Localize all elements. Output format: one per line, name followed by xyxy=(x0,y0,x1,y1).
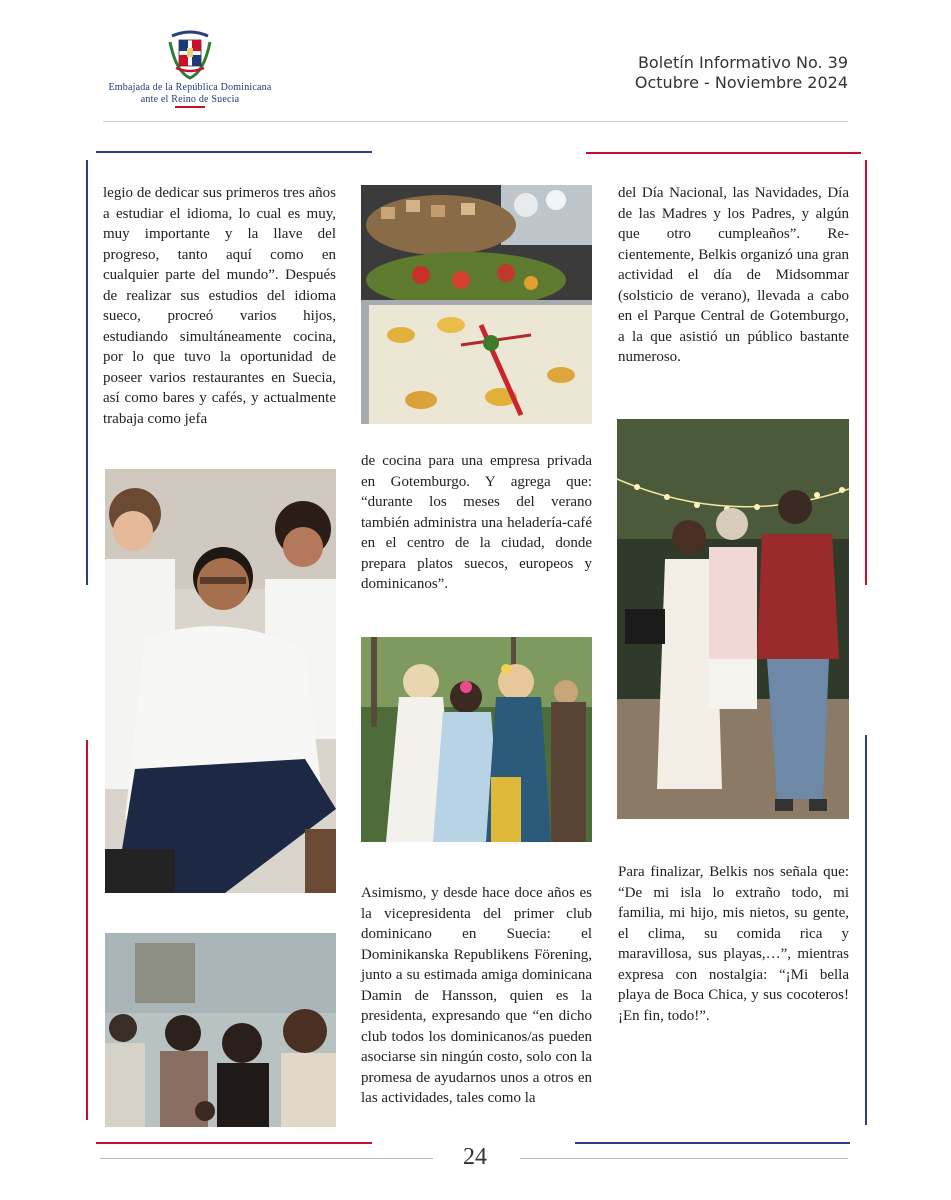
photo-park-group xyxy=(617,419,849,819)
photo-old-family xyxy=(105,933,336,1127)
coat-of-arms-icon xyxy=(166,28,214,80)
page-number: 24 xyxy=(463,1144,487,1170)
bulletin-period: Octubre - Noviembre 2024 xyxy=(634,73,848,92)
frame-line-top-right xyxy=(586,152,861,154)
embassy-name-line1: Embajada de la República Dominicana xyxy=(108,82,272,93)
bulletin-title: Boletín Informativo No. 39 xyxy=(637,53,848,72)
column-1-text: legio de dedicar sus primeros tres años a estudiar el idioma, lo cual es muy, muy importante y la llave del progreso, tanto aquí como en cualquier parte del mundo”. Después de realizar sus estudios del idioma sueco, procreó varios hijos, estudiando simultáneamente cocina, por lo que tuvo la oportunidad de poseer varios restaurantes en Suecia, así como bares y cafés, y actualmente trabaja como jefa xyxy=(103,185,336,427)
footer-rule-right xyxy=(520,1158,848,1159)
frame-line-left-lower xyxy=(86,740,88,1120)
footer-rule-left xyxy=(100,1158,433,1159)
frame-line-right-lower xyxy=(865,735,867,1125)
frame-line-bottom-left xyxy=(96,1142,372,1144)
photo-midsummer xyxy=(361,637,592,842)
photo-food xyxy=(361,185,592,424)
embassy-underline xyxy=(175,106,205,108)
frame-line-right-upper xyxy=(865,160,867,585)
column-2-text-b: Asimismo, y desde hace doce años es la vicepresidenta del primer club dominicano en Suecia: el Dominikanska Republikens Förening, junto a su estimada amiga dominicana Damin de Hansson, quien es la presidenta, expresando que “en dicho club todos los dominicanos/as pueden asociarse sin ningún costo, solo con la promesa de ayudarnos unos a otros en las actividades, tales como la xyxy=(361,885,592,1106)
column-2-text-a: de cocina para una empresa privada en Gotemburgo. Y agrega que: “durante los meses del verano también administra una heladería-café en el centro de la ciudad, donde prepara platos suecos, europeos y dominicanos”. xyxy=(361,453,592,592)
frame-line-left-upper xyxy=(86,160,88,585)
frame-line-top-left xyxy=(96,151,372,153)
column-3-text-a: del Día Nacional, las Navidades, Día de las Madres y los Padres, y algún que otro cumpleaños”. Recientemente, Belkis organizó una gran actividad el día de Midsommar (solsticio de verano), llevada a cabo en el Parque Central de Gotemburgo, a la que asistió un público bastante numeroso. xyxy=(618,185,849,365)
frame-line-bottom-right xyxy=(575,1142,850,1144)
header-rule xyxy=(103,121,848,122)
photo-family xyxy=(105,469,336,893)
column-3-text-b: Para finalizar, Belkis nos señala que: “De mi isla lo extraño todo, mi familia, mi hijo, mis nietos, su gente, el clima, su comida rica y maravillosa, sus playas,…”, mientras expresa con nostalgia: “¡Mi bella playa de Boca Chica, y sus cocoteros! ¡En fin, todo!”. xyxy=(618,864,849,1024)
embassy-name-line2: ante el Reino de Suecia xyxy=(140,94,240,105)
